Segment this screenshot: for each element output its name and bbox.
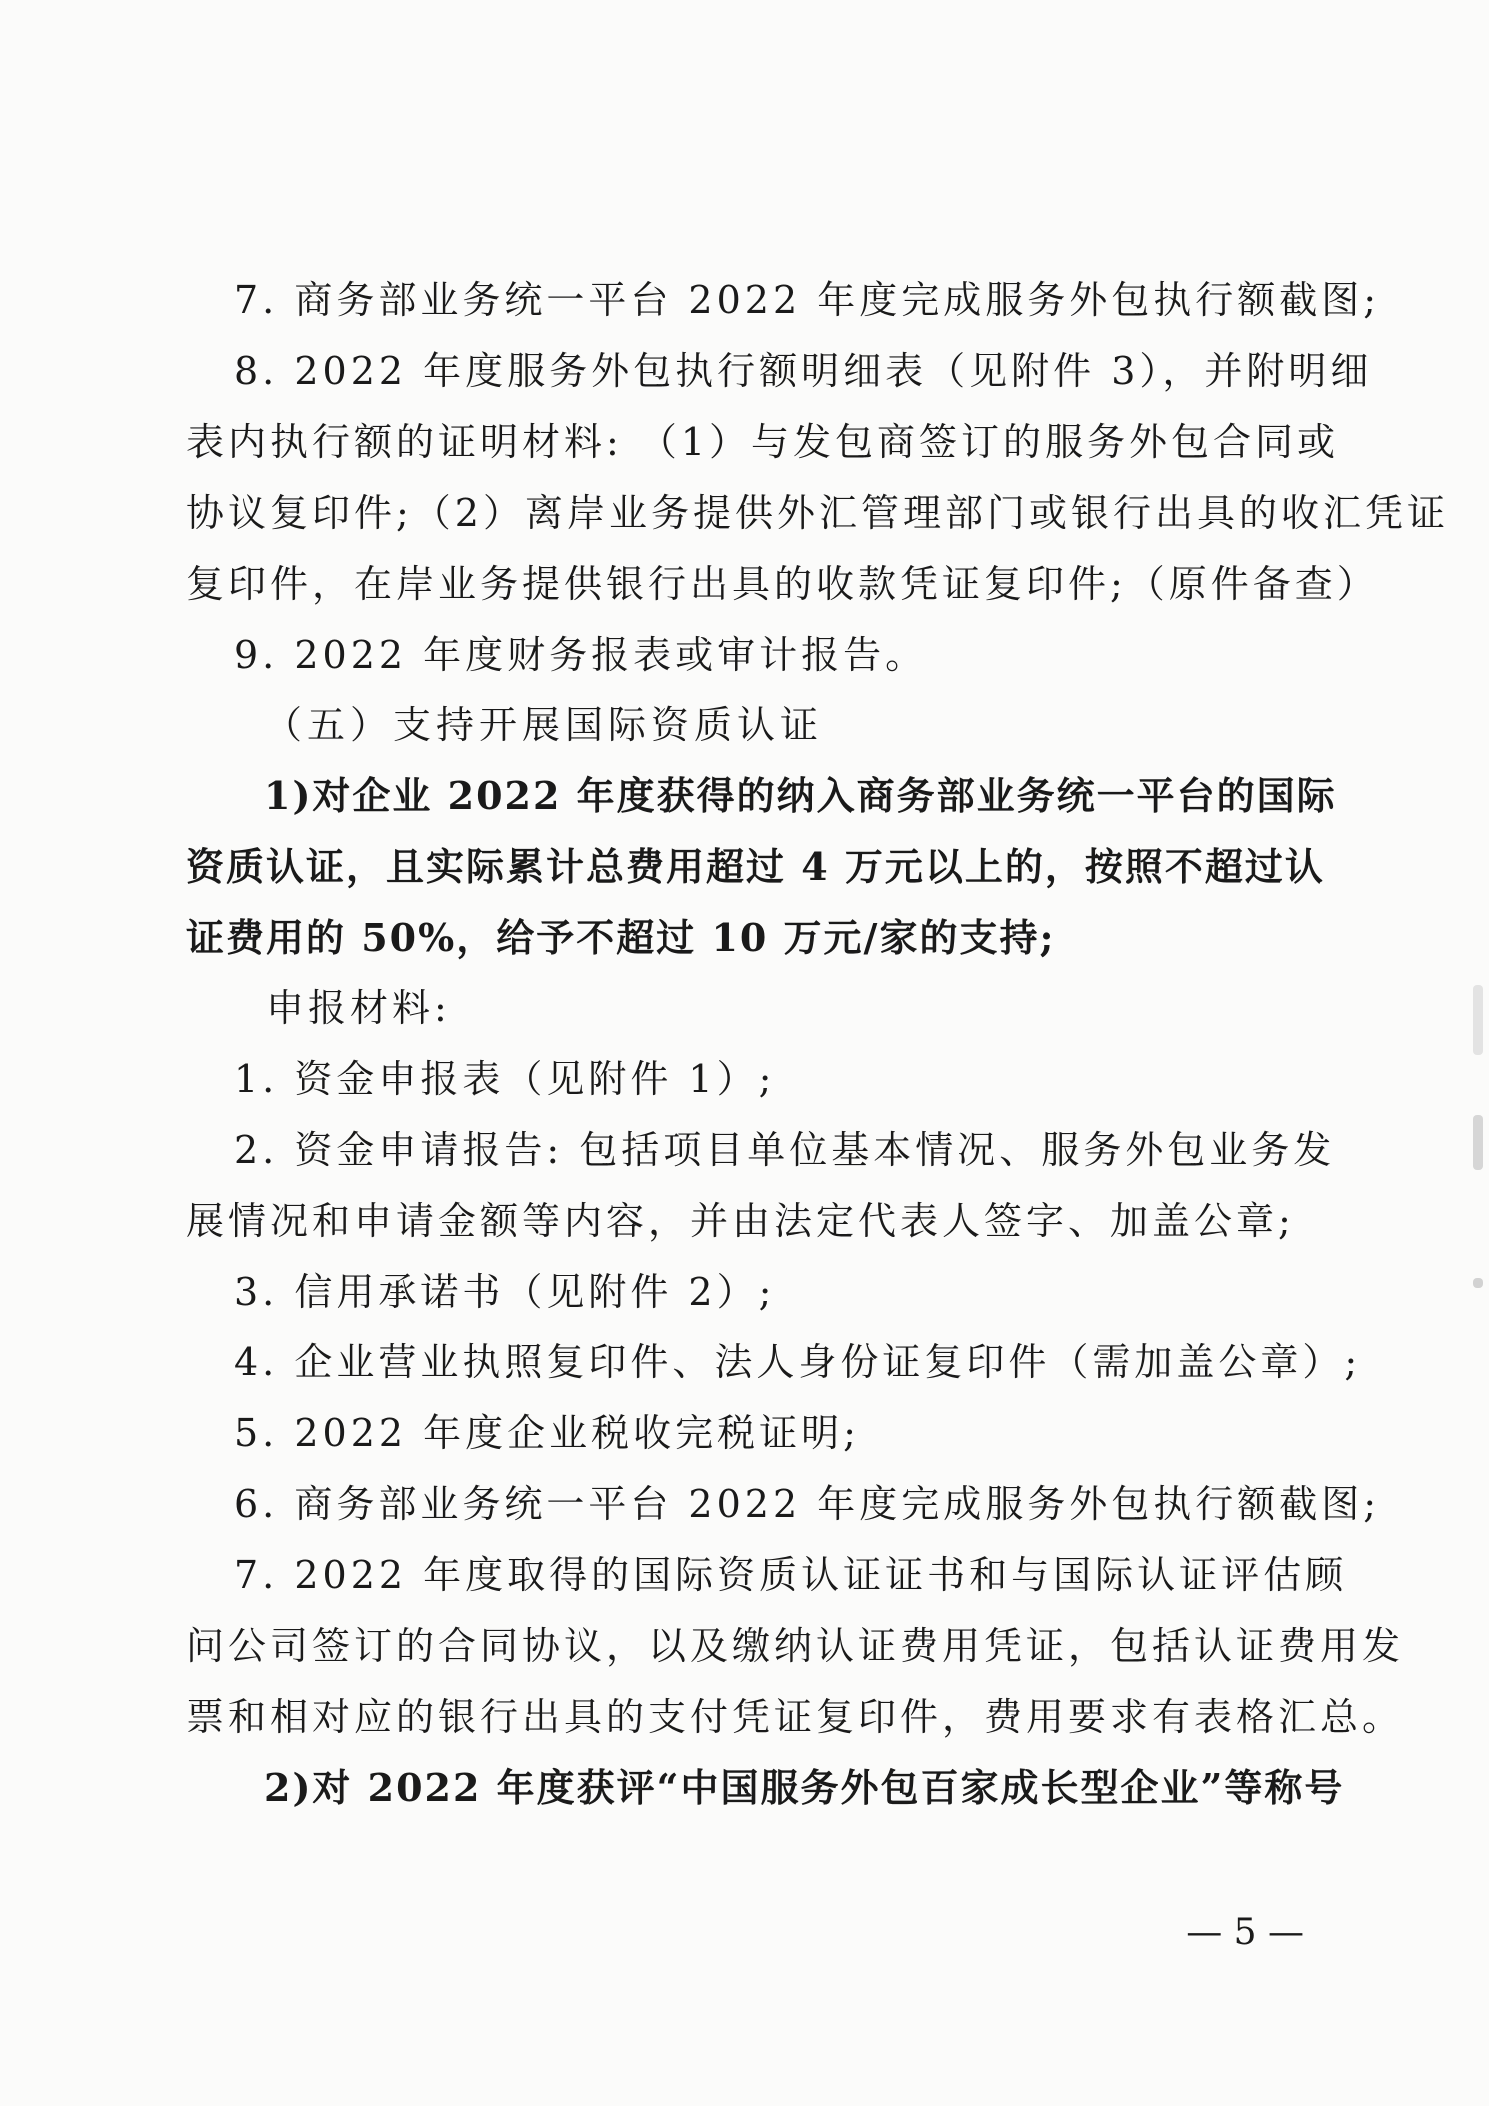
- body-line: 协议复印件;（2）离岸业务提供外汇管理部门或银行出具的收汇凭证: [186, 491, 1449, 535]
- body-line: 1. 资金申报表（见附件 1）;: [234, 1057, 776, 1101]
- scan-edge-mark: [1473, 985, 1483, 1055]
- body-line: 展情况和申请金额等内容，并由法定代表人签字、加盖公章;: [186, 1199, 1295, 1243]
- body-line: 4. 企业营业执照复印件、法人身份证复印件（需加盖公章）;: [234, 1340, 1362, 1384]
- scan-edge-mark: [1473, 1278, 1483, 1288]
- bold-line: 证费用的 50%，给予不超过 10 万元/家的支持;: [186, 915, 1056, 960]
- body-line: 2. 资金申请报告: 包括项目单位基本情况、服务外包业务发: [234, 1128, 1336, 1172]
- body-line: 8. 2022 年度服务外包执行额明细表（见附件 3），并附明细: [234, 349, 1373, 393]
- body-line: 复印件，在岸业务提供银行出具的收款凭证复印件;（原件备查）: [186, 562, 1379, 606]
- body-line: 申报材料:: [266, 986, 451, 1030]
- body-line: 7. 2022 年度取得的国际资质认证证书和与国际认证评估顾: [234, 1553, 1348, 1597]
- body-line: 票和相对应的银行出具的支付凭证复印件，费用要求有表格汇总。: [186, 1695, 1405, 1739]
- bold-line: 资质认证，且实际累计总费用超过 4 万元以上的，按照不超过认: [186, 844, 1325, 889]
- scan-edge-mark: [1473, 1115, 1483, 1170]
- body-line: 问公司签订的合同协议，以及缴纳认证费用凭证，包括认证费用发: [186, 1624, 1405, 1668]
- body-line: 7. 商务部业务统一平台 2022 年度完成服务外包执行额截图;: [234, 278, 1381, 322]
- body-line: 9. 2022 年度财务报表或审计报告。: [234, 633, 928, 677]
- body-line: 3. 信用承诺书（见附件 2）;: [234, 1270, 776, 1314]
- page-number: — 5 —: [1186, 1912, 1304, 1953]
- bold-line: 2)对 2022 年度获评“中国服务外包百家成长型企业”等称号: [264, 1765, 1345, 1810]
- bold-line: 1)对企业 2022 年度获得的纳入商务部业务统一平台的国际: [264, 773, 1337, 818]
- body-line: 表内执行额的证明材料: （1）与发包商签订的服务外包合同或: [186, 420, 1340, 464]
- body-line: 5. 2022 年度企业税收完税证明;: [234, 1411, 860, 1455]
- body-line: 6. 商务部业务统一平台 2022 年度完成服务外包执行额截图;: [234, 1482, 1381, 1526]
- section-heading: （五）支持开展国际资质认证: [264, 703, 824, 747]
